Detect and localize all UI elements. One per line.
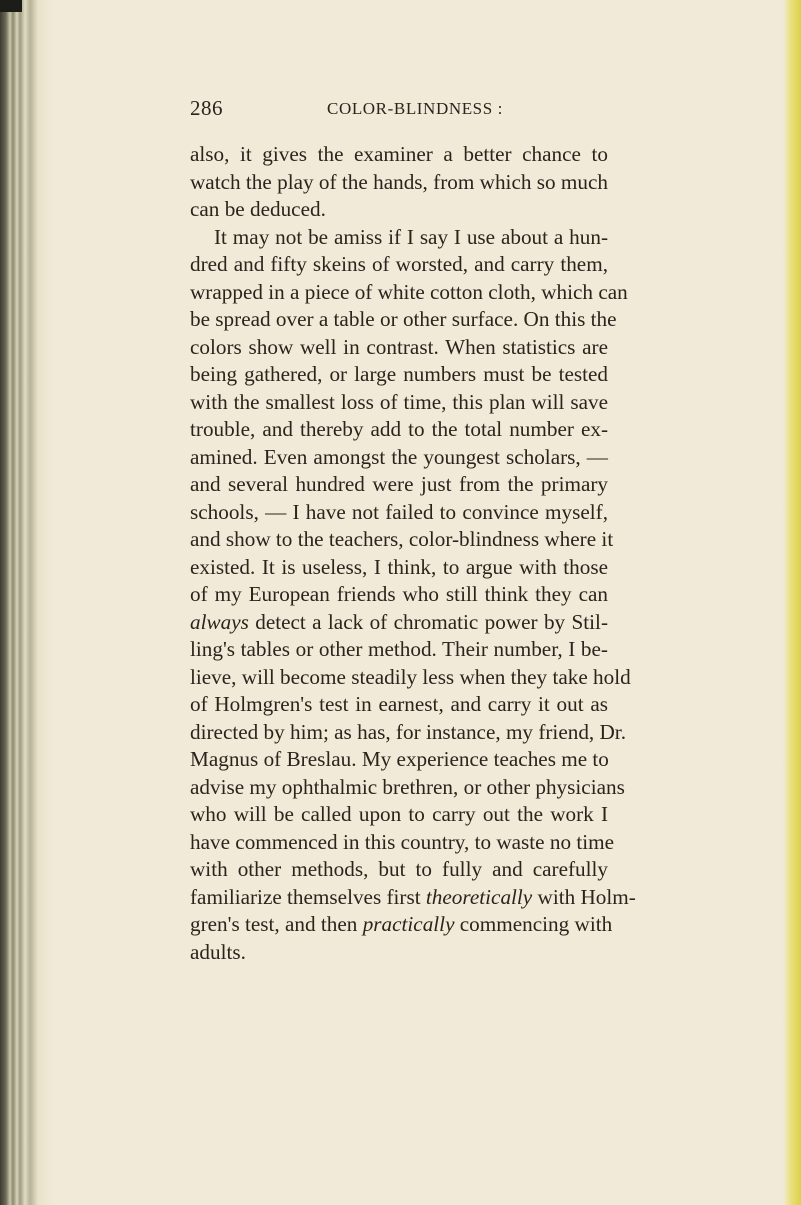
- text-line: with the smallest loss of time, this plan will save: [190, 389, 608, 414]
- text-line: and show to the teachers, color-blindness where it: [190, 527, 614, 551]
- text-line: who will be called upon to carry out the work I: [190, 802, 608, 826]
- text-line: watch the play of the hands, from which so much: [190, 169, 608, 194]
- book-binding-gutter: [0, 0, 54, 1205]
- text-line: amined. Even amongst the youngest scholars, —: [190, 444, 608, 469]
- text-line: directed by him; as has, for instance, my friend, Dr.: [190, 719, 626, 744]
- text-line: being gathered, or large numbers must be tested: [190, 362, 608, 386]
- text-line: have commenced in this country, to waste no time: [190, 829, 615, 854]
- page-edge: [783, 0, 801, 1205]
- running-head: COLOR-BLINDNESS :: [327, 99, 503, 118]
- text-line: Magnus of Breslau. My experience teaches me to: [190, 747, 609, 771]
- text-line: colors show well in contrast. When statistics are: [190, 334, 608, 359]
- text-line: schools, — I have not failed to convince myself,: [190, 499, 608, 524]
- text-line: trouble, and thereby add to the total number ex-: [190, 417, 608, 441]
- text-line: ling's tables or other method. Their number, I be-: [190, 637, 608, 661]
- text-line: adults.: [190, 939, 246, 964]
- text-line: of Holmgren's test in earnest, and carry it out as: [190, 692, 608, 716]
- text-line: of my European friends who still think they can: [190, 582, 608, 606]
- text-line: familiarize themselves first theoretically with Holm-: [190, 884, 636, 909]
- page-number: 286: [190, 96, 223, 120]
- text-line: lieve, will become steadily less when they take hold: [190, 664, 631, 689]
- text-line: be spread over a table or other surface. On this the: [190, 307, 617, 331]
- text-line: existed. It is useless, I think, to argue with those: [190, 554, 608, 579]
- emphasis-practically: practically: [362, 912, 455, 936]
- body-text: [190, 141, 636, 966]
- emphasis-always: always: [190, 609, 249, 634]
- text-line: wrapped in a piece of white cotton cloth, which can: [190, 279, 628, 304]
- text-line: always detect a lack of chromatic power by Stil-: [190, 609, 608, 634]
- text-line: with other methods, but to fully and carefully: [190, 857, 608, 881]
- text-line: It may not be amiss if I say I use about a hun-: [214, 224, 608, 249]
- text-line: and several hundred were just from the primary: [190, 472, 608, 496]
- text-line: advise my ophthalmic brethren, or other physicians: [190, 774, 625, 799]
- text-line: gren's test, and then practically commencing with: [190, 912, 613, 936]
- text-line: dred and fifty skeins of worsted, and carry them,: [190, 252, 608, 276]
- emphasis-theoretically: theoretically: [425, 884, 533, 909]
- page-header: [190, 96, 610, 122]
- text-line: also, it gives the examiner a better chance to: [190, 142, 608, 166]
- text-line: can be deduced.: [190, 197, 326, 221]
- binding-shadow: [0, 0, 22, 12]
